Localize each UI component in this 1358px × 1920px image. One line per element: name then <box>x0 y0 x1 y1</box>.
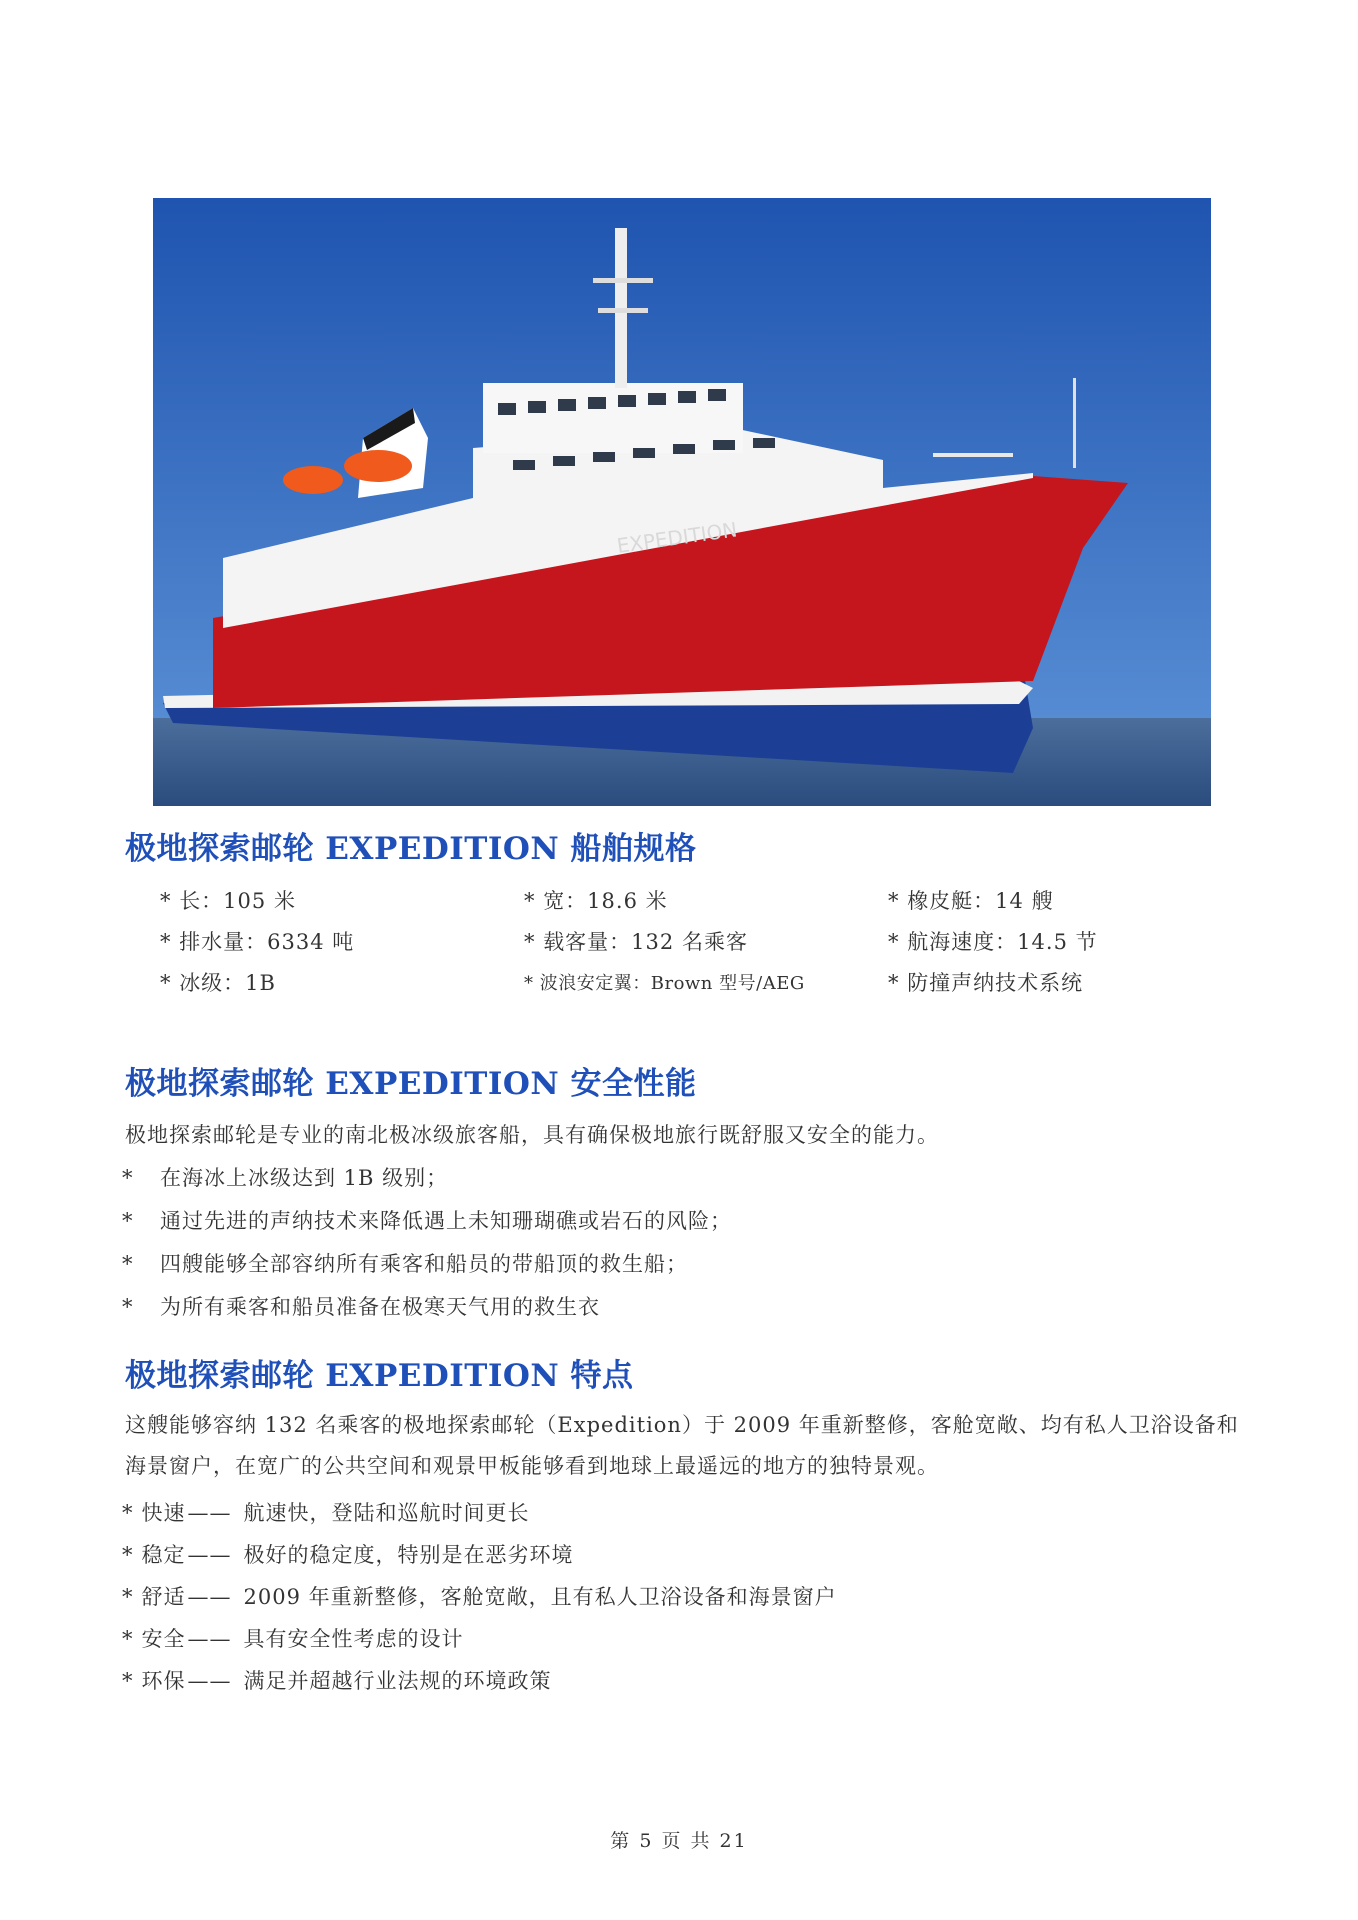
spec-item: * 冰级：1B <box>160 971 276 995</box>
section-title-safety: 极地探索邮轮 EXPEDITION 安全性能 <box>125 1066 697 1102</box>
spec-item: * 排水量：6334 吨 <box>160 930 355 954</box>
hull-name-text: EXPEDITION <box>615 517 739 558</box>
lifeboat <box>283 466 343 494</box>
spec-item: * 长：105 米 <box>160 889 296 913</box>
features-intro: 这艘能够容纳 132 名乘客的极地探索邮轮（Expedition）于 2009 年重新整修，客舱宽敞、均有私人卫浴设备和海景窗户，在宽广的公共空间和观景甲板能够看到地球上最遥远的地方的独特景观。 <box>125 1413 1239 1478</box>
ship-photo <box>153 198 1211 806</box>
safety-bullet: * 在海冰上冰级达到 1B 级别； <box>122 1166 449 1190</box>
feature-item: * 快速—— 航速快，登陆和巡航时间更长 <box>122 1501 530 1525</box>
lifeboat <box>344 450 412 482</box>
spec-item: * 载客量：132 名乘客 <box>524 930 748 954</box>
safety-intro: 极地探索邮轮是专业的南北极冰级旅客船，具有确保极地旅行既舒服又安全的能力。 <box>125 1123 939 1147</box>
feature-item: * 安全—— 具有安全性考虑的设计 <box>122 1627 464 1651</box>
bridge <box>483 383 743 453</box>
section-title-specs: 极地探索邮轮 EXPEDITION 船舶规格 <box>125 831 697 867</box>
safety-bullet: * 为所有乘客和船员准备在极寒天气用的救生衣 <box>122 1295 600 1319</box>
feature-item: * 稳定—— 极好的稳定度，特别是在恶劣环境 <box>122 1543 574 1567</box>
spec-item: * 波浪安定翼：Brown 型号/AEG <box>524 973 805 994</box>
safety-bullet: * 四艘能够全部容纳所有乘客和船员的带船顶的救生船； <box>122 1252 688 1276</box>
spec-item: * 航海速度：14.5 节 <box>888 930 1098 954</box>
spec-item: * 橡皮艇：14 艘 <box>888 889 1054 913</box>
spec-item: * 防撞声纳技术系统 <box>888 971 1084 995</box>
feature-item: * 舒适—— 2009 年重新整修，客舱宽敞，且有私人卫浴设备和海景窗户 <box>122 1585 837 1609</box>
safety-bullet: * 通过先进的声纳技术来降低遇上未知珊瑚礁或岩石的风险； <box>122 1209 732 1233</box>
section-title-features: 极地探索邮轮 EXPEDITION 特点 <box>125 1358 634 1394</box>
page-number: 第 5 页 共 21 <box>610 1830 748 1852</box>
spec-item: * 宽：18.6 米 <box>524 889 668 913</box>
feature-item: * 环保—— 满足并超越行业法规的环境政策 <box>122 1669 552 1693</box>
